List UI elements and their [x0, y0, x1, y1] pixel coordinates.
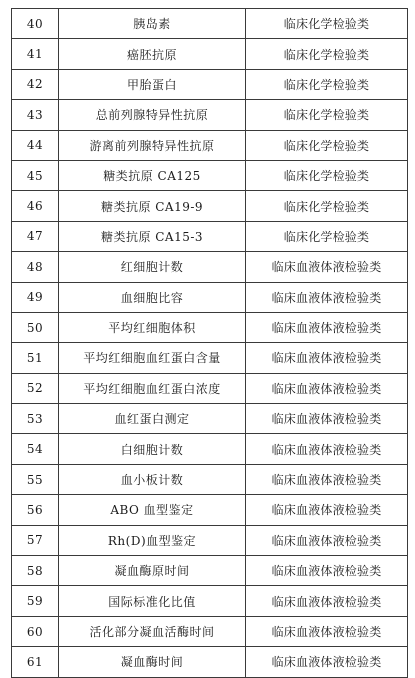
test-category: 临床化学检验类: [246, 160, 408, 190]
table-row: [12, 556, 408, 586]
row-number: 50: [12, 312, 59, 342]
test-category: 临床化学检验类: [246, 39, 408, 69]
test-name: 胰岛素: [59, 9, 246, 39]
table-row: [12, 39, 408, 69]
table-row: [12, 434, 408, 464]
table-row: [12, 160, 408, 190]
test-category: 临床化学检验类: [246, 221, 408, 251]
table-row: [12, 373, 408, 403]
table-row: [12, 586, 408, 616]
row-number: 43: [12, 100, 59, 130]
row-number: 59: [12, 586, 59, 616]
row-number: 48: [12, 252, 59, 282]
test-name: 总前列腺特异性抗原: [59, 100, 246, 130]
test-name: 糖类抗原 CA19-9: [59, 191, 246, 221]
test-name: 游离前列腺特异性抗原: [59, 130, 246, 160]
table-row: [12, 282, 408, 312]
test-name: 甲胎蛋白: [59, 69, 246, 99]
table-row: [12, 616, 408, 646]
test-category: 临床血液体液检验类: [246, 312, 408, 342]
test-category: 临床血液体液检验类: [246, 464, 408, 494]
table-row: [12, 252, 408, 282]
row-number: 61: [12, 647, 59, 677]
test-category: 临床血液体液检验类: [246, 343, 408, 373]
test-category: 临床化学检验类: [246, 69, 408, 99]
row-number: 51: [12, 343, 59, 373]
test-name: 血小板计数: [59, 464, 246, 494]
row-number: 41: [12, 39, 59, 69]
row-number: 57: [12, 525, 59, 555]
test-name: 国际标准化比值: [59, 586, 246, 616]
table-row: [12, 525, 408, 555]
test-category: 临床化学检验类: [246, 100, 408, 130]
test-category: 临床血液体液检验类: [246, 282, 408, 312]
table-row: [12, 100, 408, 130]
row-number: 47: [12, 221, 59, 251]
test-name: 癌胚抗原: [59, 39, 246, 69]
row-number: 53: [12, 404, 59, 434]
table-row: [12, 343, 408, 373]
test-name: 平均红细胞血红蛋白浓度: [59, 373, 246, 403]
row-number: 45: [12, 160, 59, 190]
table-row: [12, 495, 408, 525]
row-number: 49: [12, 282, 59, 312]
test-category: 临床血液体液检验类: [246, 647, 408, 677]
test-name: 凝血酶原时间: [59, 556, 246, 586]
row-number: 42: [12, 69, 59, 99]
table-row: [12, 191, 408, 221]
row-number: 54: [12, 434, 59, 464]
test-category: 临床血液体液检验类: [246, 616, 408, 646]
test-name: 糖类抗原 CA125: [59, 160, 246, 190]
row-number: 52: [12, 373, 59, 403]
test-name: 血细胞比容: [59, 282, 246, 312]
test-name: 活化部分凝血活酶时间: [59, 616, 246, 646]
test-items-table: [11, 8, 408, 678]
test-category: 临床化学检验类: [246, 191, 408, 221]
table-row: [12, 221, 408, 251]
table-body: [12, 9, 408, 678]
table-row: [12, 130, 408, 160]
table-row: [12, 647, 408, 677]
test-category: 临床化学检验类: [246, 130, 408, 160]
row-number: 60: [12, 616, 59, 646]
table-row: [12, 464, 408, 494]
test-name: 糖类抗原 CA15-3: [59, 221, 246, 251]
test-name: 凝血酶时间: [59, 647, 246, 677]
test-name: ABO 血型鉴定: [59, 495, 246, 525]
row-number: 44: [12, 130, 59, 160]
test-name: 血红蛋白测定: [59, 404, 246, 434]
test-category: 临床化学检验类: [246, 9, 408, 39]
table-row: [12, 404, 408, 434]
test-category: 临床血液体液检验类: [246, 495, 408, 525]
test-category: 临床血液体液检验类: [246, 525, 408, 555]
row-number: 55: [12, 464, 59, 494]
table-row: [12, 9, 408, 39]
test-category: 临床血液体液检验类: [246, 586, 408, 616]
test-category: 临床血液体液检验类: [246, 404, 408, 434]
test-category: 临床血液体液检验类: [246, 556, 408, 586]
test-name: Rh(D)血型鉴定: [59, 525, 246, 555]
row-number: 58: [12, 556, 59, 586]
test-category: 临床血液体液检验类: [246, 252, 408, 282]
table-row: [12, 312, 408, 342]
test-category: 临床血液体液检验类: [246, 434, 408, 464]
table-row: [12, 69, 408, 99]
test-category: 临床血液体液检验类: [246, 373, 408, 403]
row-number: 40: [12, 9, 59, 39]
test-name: 白细胞计数: [59, 434, 246, 464]
test-name: 平均红细胞体积: [59, 312, 246, 342]
test-name: 红细胞计数: [59, 252, 246, 282]
row-number: 56: [12, 495, 59, 525]
test-name: 平均红细胞血红蛋白含量: [59, 343, 246, 373]
row-number: 46: [12, 191, 59, 221]
